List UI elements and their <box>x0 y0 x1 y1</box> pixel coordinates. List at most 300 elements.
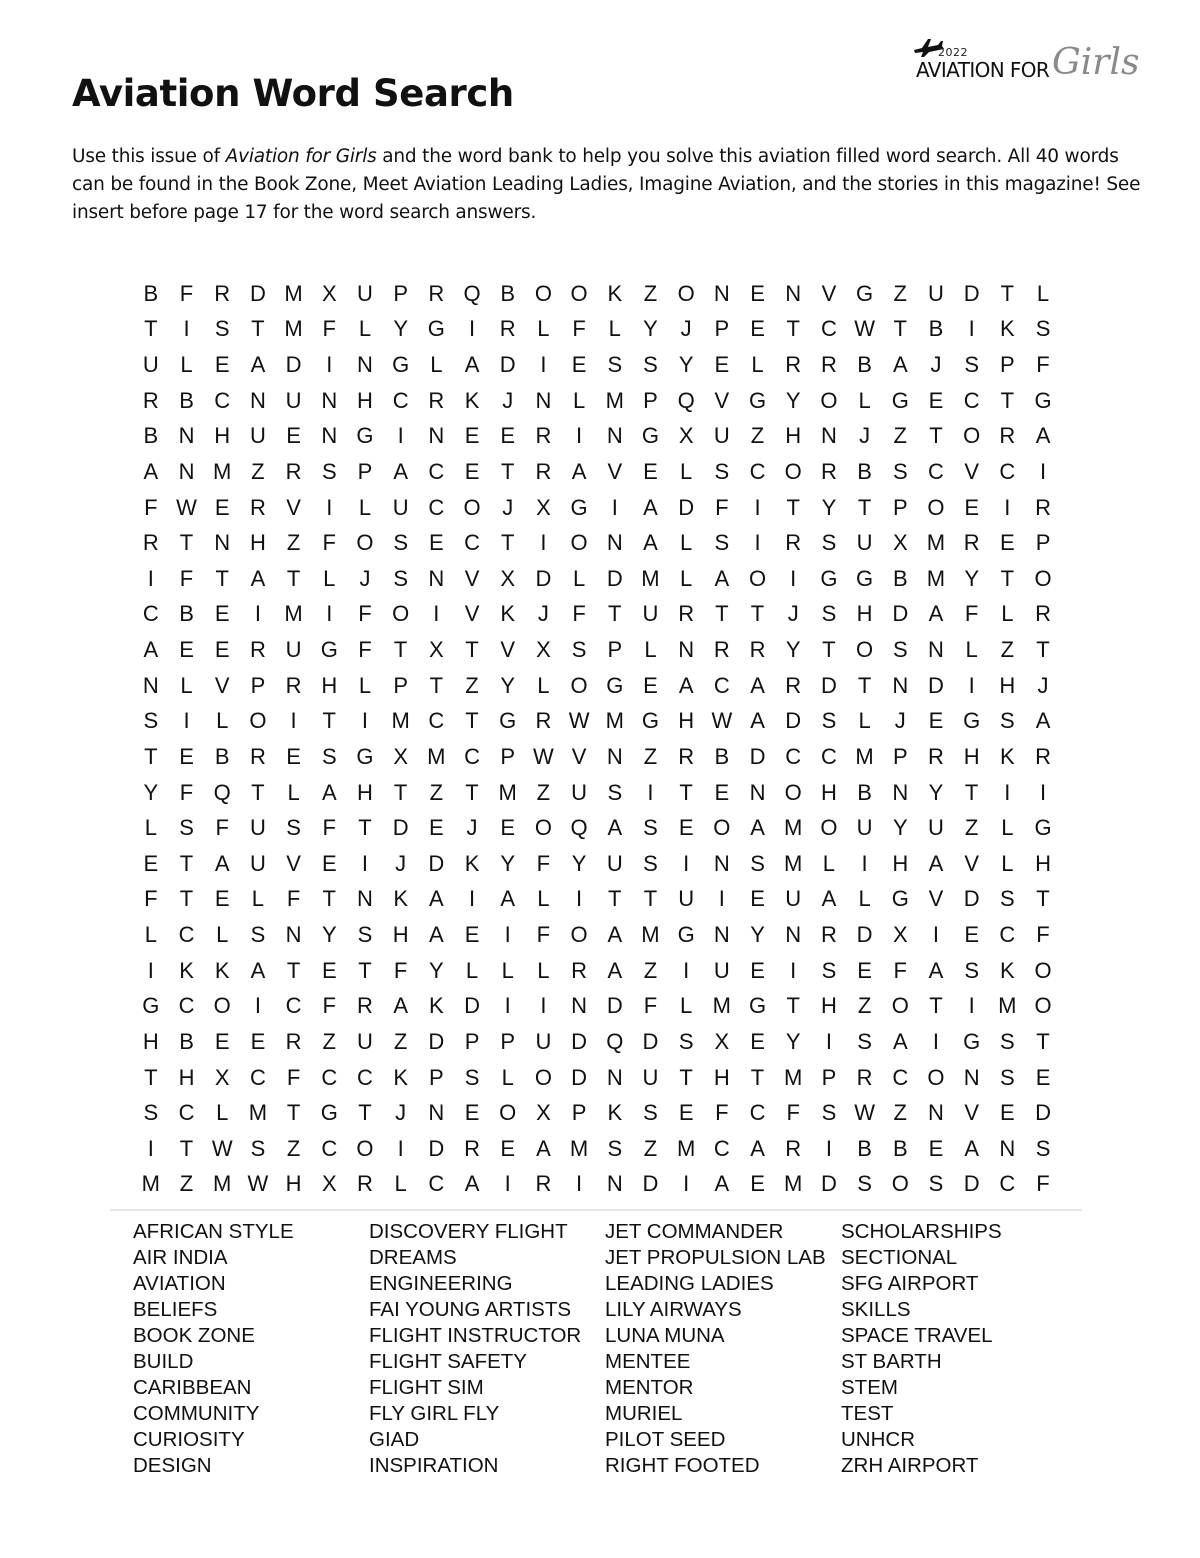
word-bank-item: DISCOVERY FLIGHT <box>369 1220 568 1243</box>
grid-letter: B <box>143 423 159 449</box>
grid-letter: A <box>928 601 944 627</box>
grid-letter: E <box>714 779 730 805</box>
grid-letter: L <box>144 815 157 841</box>
grid-letter: R <box>535 423 552 449</box>
grid-letter: I <box>468 886 476 912</box>
grid-letter: V <box>286 494 301 520</box>
grid-letter: T <box>358 957 372 983</box>
word-bank-item: DREAMS <box>369 1246 457 1269</box>
grid-letter: I <box>576 423 583 449</box>
grid-letter: C <box>178 1100 195 1126</box>
grid-letter: Y <box>964 565 979 591</box>
grid-letter: O <box>570 530 588 556</box>
grid-letter: L <box>572 387 586 413</box>
grid-letter: F <box>715 494 729 520</box>
grid-letter: C <box>392 387 409 413</box>
grid-letter: S <box>571 637 587 663</box>
grid-letter: J <box>502 387 514 413</box>
grid-letter: Z <box>536 779 551 805</box>
grid-letter: U <box>357 1028 373 1054</box>
grid-letter: N <box>713 922 730 948</box>
grid-letter: E <box>143 850 159 876</box>
grid-letter: W <box>854 316 875 342</box>
grid-letter: R <box>785 672 802 698</box>
grid-letter: F <box>1036 922 1050 948</box>
grid-letter: K <box>393 886 408 912</box>
grid-letter: E <box>750 957 765 983</box>
grid-letter: D <box>963 1171 980 1197</box>
grid-letter: S <box>214 316 230 342</box>
grid-letter: E <box>500 423 516 449</box>
grid-letter: W <box>568 708 590 734</box>
grid-letter: C <box>428 708 445 734</box>
grid-letter: I <box>254 601 261 627</box>
grid-letter: S <box>143 1100 159 1126</box>
grid-letter: P <box>393 280 408 306</box>
grid-letter: E <box>214 601 230 627</box>
grid-letter: T <box>144 743 158 769</box>
grid-letter: E <box>500 815 516 841</box>
grid-letter: M <box>248 1100 268 1126</box>
grid-letter: T <box>179 1135 194 1161</box>
grid-letter: N <box>571 993 588 1019</box>
grid-letter: I <box>683 850 690 876</box>
grid-letter: M <box>569 1135 589 1161</box>
grid-letter: F <box>572 316 586 342</box>
grid-letter: A <box>250 352 266 378</box>
grid-letter: A <box>429 886 444 912</box>
grid-letter: T <box>286 565 301 591</box>
grid-letter: P <box>464 1028 480 1054</box>
grid-letter: N <box>892 672 909 698</box>
grid-letter: O <box>820 815 838 841</box>
grid-letter: B <box>143 280 159 306</box>
grid-letter: Z <box>465 672 479 698</box>
grid-letter: R <box>535 458 552 484</box>
grid-letter: C <box>249 1064 266 1090</box>
grid-letter: L <box>394 1171 407 1197</box>
grid-letter: L <box>358 672 372 698</box>
grid-letter: B <box>500 280 516 306</box>
grid-letter: F <box>322 316 336 342</box>
grid-letter: T <box>179 850 194 876</box>
grid-letter: G <box>570 494 588 520</box>
grid-letter: L <box>501 1064 514 1090</box>
grid-letter: I <box>647 779 654 805</box>
grid-letter: N <box>606 530 623 556</box>
grid-letter: D <box>499 352 516 378</box>
grid-letter: I <box>968 672 975 698</box>
grid-letter: T <box>1036 886 1050 912</box>
grid-letter: V <box>964 1100 979 1126</box>
grid-letter: E <box>1000 1100 1015 1126</box>
grid-letter: E <box>643 458 658 484</box>
grid-letter: B <box>857 1135 872 1161</box>
grid-letter: E <box>750 316 765 342</box>
grid-letter: E <box>464 1100 480 1126</box>
grid-letter: F <box>144 886 158 912</box>
grid-letter: M <box>641 922 660 948</box>
grid-letter: M <box>213 458 232 484</box>
grid-letter: M <box>427 743 446 769</box>
grid-letter: V <box>964 458 979 484</box>
grid-letter: E <box>928 708 944 734</box>
grid-letter: C <box>428 1171 445 1197</box>
grid-letter: T <box>322 708 336 734</box>
grid-letter: Y <box>785 1028 801 1054</box>
grid-letter: T <box>929 993 943 1019</box>
grid-letter: O <box>249 708 267 734</box>
grid-letter: T <box>1036 637 1050 663</box>
grid-letter: F <box>358 601 372 627</box>
grid-letter: S <box>821 708 837 734</box>
grid-letter: L <box>465 957 479 983</box>
grid-letter: X <box>892 922 908 948</box>
grid-letter: M <box>784 1171 803 1197</box>
grid-letter: S <box>250 1135 266 1161</box>
grid-letter: L <box>644 637 657 663</box>
grid-letter: X <box>714 1028 730 1054</box>
grid-letter: I <box>1004 494 1011 520</box>
grid-letter: F <box>1036 1171 1050 1197</box>
grid-letter: L <box>216 922 229 948</box>
grid-letter: J <box>787 601 799 627</box>
grid-letter: E <box>1035 1064 1051 1090</box>
grid-letter: S <box>607 352 623 378</box>
grid-letter: L <box>537 957 550 983</box>
word-bank-item: DESIGN <box>133 1454 212 1477</box>
grid-letter: I <box>361 708 369 734</box>
grid-letter: D <box>820 1171 837 1197</box>
grid-letter: O <box>570 922 588 948</box>
grid-letter: L <box>858 708 871 734</box>
grid-letter: S <box>643 850 658 876</box>
grid-letter: T <box>500 530 515 556</box>
grid-letter: B <box>928 316 944 342</box>
word-bank-column-4 <box>841 1219 1002 1479</box>
grid-letter: T <box>251 316 265 342</box>
grid-letter: L <box>537 672 550 698</box>
word-bank-item: MURIEL <box>605 1402 683 1425</box>
grid-letter: R <box>249 494 266 520</box>
grid-letter: U <box>535 1028 552 1054</box>
grid-letter: W <box>247 1171 269 1197</box>
grid-letter: A <box>464 352 480 378</box>
grid-letter: U <box>606 850 623 876</box>
grid-letter: Z <box>964 815 979 841</box>
grid-letter: E <box>928 387 944 413</box>
grid-letter: D <box>571 1064 588 1090</box>
grid-letter: S <box>1035 1135 1051 1161</box>
grid-letter: N <box>999 1135 1016 1161</box>
grid-letter: N <box>357 886 373 912</box>
grid-letter: V <box>464 565 480 591</box>
grid-letter: E <box>214 352 230 378</box>
grid-letter: E <box>964 922 979 948</box>
grid-letter: Q <box>677 387 695 413</box>
grid-letter: E <box>464 423 480 449</box>
grid-letter: G <box>891 886 909 912</box>
word-bank-item: FLIGHT INSTRUCTOR <box>369 1324 582 1347</box>
grid-letter: F <box>358 637 372 663</box>
page-title: Aviation Word Search <box>72 72 514 115</box>
grid-letter: L <box>537 886 550 912</box>
grid-letter: A <box>750 815 765 841</box>
grid-letter: O <box>677 280 695 306</box>
grid-letter: Y <box>643 316 658 342</box>
grid-letter: A <box>821 886 837 912</box>
grid-letter: N <box>428 1100 445 1126</box>
grid-letter: E <box>1000 530 1015 556</box>
grid-letter: V <box>714 387 730 413</box>
grid-letter: C <box>428 494 445 520</box>
grid-letter: G <box>963 708 981 734</box>
grid-letter: S <box>892 637 908 663</box>
grid-letter: S <box>1000 1028 1015 1054</box>
grid-letter: N <box>928 637 944 663</box>
grid-letter: D <box>678 494 695 520</box>
grid-letter: N <box>606 423 623 449</box>
grid-letter: X <box>321 280 337 306</box>
grid-letter: N <box>749 779 766 805</box>
grid-letter: T <box>822 637 836 663</box>
grid-letter: G <box>641 708 660 734</box>
grid-letter: Z <box>251 458 265 484</box>
word-bank-item: COMMUNITY <box>133 1402 260 1425</box>
grid-letter: B <box>214 743 230 769</box>
word-bank-item: BELIEFS <box>133 1298 218 1321</box>
grid-letter: G <box>427 316 445 342</box>
grid-letter: U <box>285 387 302 413</box>
word-bank-item: FLY GIRL FLY <box>369 1402 500 1425</box>
grid-letter: N <box>142 672 159 698</box>
grid-letter: I <box>1039 458 1047 484</box>
grid-letter: C <box>820 743 837 769</box>
grid-letter: I <box>825 1135 832 1161</box>
grid-letter: C <box>713 672 730 698</box>
grid-letter: K <box>607 280 623 306</box>
grid-letter: M <box>784 850 803 876</box>
grid-letter: Z <box>643 957 658 983</box>
grid-letter: X <box>393 743 408 769</box>
grid-letter: L <box>287 779 300 805</box>
grid-letter: I <box>326 352 333 378</box>
grid-letter: C <box>178 922 195 948</box>
grid-letter: F <box>322 815 336 841</box>
grid-letter: L <box>251 886 265 912</box>
grid-letter: F <box>1036 352 1050 378</box>
grid-letter: O <box>891 1171 909 1197</box>
grid-letter: T <box>500 458 515 484</box>
grid-letter: K <box>500 601 516 627</box>
grid-letter: R <box>142 387 159 413</box>
grid-letter: O <box>213 993 231 1019</box>
grid-letter: X <box>536 637 551 663</box>
grid-letter: C <box>928 458 944 484</box>
grid-letter: N <box>214 530 231 556</box>
grid-letter: I <box>754 494 761 520</box>
grid-letter: G <box>392 352 410 378</box>
grid-letter: H <box>999 672 1016 698</box>
grid-letter: G <box>677 922 695 948</box>
grid-letter: Y <box>429 957 444 983</box>
grid-letter: N <box>321 387 338 413</box>
grid-letter: J <box>894 708 906 734</box>
word-bank-item: UNHCR <box>841 1428 916 1451</box>
intro-text-start: Use this issue of <box>72 146 226 167</box>
grid-letter: U <box>856 530 873 556</box>
grid-letter: U <box>928 815 944 841</box>
grid-letter: E <box>464 458 480 484</box>
grid-letter: R <box>1035 494 1051 520</box>
grid-letter: T <box>215 565 229 591</box>
grid-letter: L <box>216 708 229 734</box>
grid-letter: C <box>178 993 195 1019</box>
grid-letter: R <box>357 993 373 1019</box>
grid-letter: H <box>1035 850 1051 876</box>
grid-letter: A <box>964 1135 979 1161</box>
grid-letter: A <box>250 957 266 983</box>
grid-letter: T <box>608 601 622 627</box>
grid-letter: T <box>358 815 372 841</box>
grid-letter: N <box>357 352 373 378</box>
grid-letter: S <box>321 458 337 484</box>
word-bank-item: CURIOSITY <box>133 1428 245 1451</box>
word-bank-item: FLIGHT SAFETY <box>369 1350 527 1373</box>
grid-letter: E <box>429 530 444 556</box>
grid-letter: D <box>785 708 802 734</box>
grid-letter: A <box>214 850 230 876</box>
grid-letter: L <box>965 637 978 663</box>
grid-letter: M <box>641 565 660 591</box>
grid-letter: A <box>678 672 694 698</box>
grid-letter: Y <box>500 672 516 698</box>
grid-letter: J <box>395 1100 407 1126</box>
grid-letter: R <box>285 1028 302 1054</box>
grid-letter: T <box>1000 387 1015 413</box>
grid-letter: B <box>857 779 872 805</box>
grid-letter: M <box>498 779 517 805</box>
grid-letter: D <box>428 1028 445 1054</box>
grid-letter: R <box>678 601 695 627</box>
grid-letter: S <box>464 1064 480 1090</box>
grid-letter: L <box>430 352 443 378</box>
grid-letter: A <box>750 708 765 734</box>
grid-letter: F <box>179 565 194 591</box>
grid-letter: I <box>932 922 940 948</box>
grid-letter: B <box>892 565 908 591</box>
grid-letter: S <box>321 743 337 769</box>
grid-letter: P <box>429 1064 444 1090</box>
grid-letter: J <box>395 850 407 876</box>
grid-letter: O <box>713 815 731 841</box>
grid-letter: H <box>856 601 873 627</box>
grid-letter: U <box>856 815 873 841</box>
grid-letter: O <box>392 601 410 627</box>
logo-script: Girls <box>1052 42 1140 83</box>
grid-letter: S <box>714 530 730 556</box>
grid-letter: A <box>571 458 587 484</box>
grid-letter: D <box>428 850 445 876</box>
grid-letter: Z <box>643 1135 658 1161</box>
grid-letter: S <box>964 957 979 983</box>
grid-letter: I <box>290 708 297 734</box>
grid-letter: I <box>254 993 261 1019</box>
grid-letter: U <box>249 423 266 449</box>
grid-letter: T <box>1000 565 1015 591</box>
grid-letter: L <box>216 1100 229 1126</box>
grid-letter: R <box>928 743 944 769</box>
grid-letter: E <box>214 494 230 520</box>
grid-letter: S <box>1000 708 1015 734</box>
grid-letter: T <box>286 1100 301 1126</box>
grid-letter: M <box>605 708 624 734</box>
grid-letter: P <box>393 672 408 698</box>
grid-letter: E <box>179 637 194 663</box>
grid-letter: O <box>891 993 909 1019</box>
grid-letter: G <box>748 387 767 413</box>
grid-letter: I <box>576 1171 583 1197</box>
grid-letter: D <box>392 815 409 841</box>
grid-letter: E <box>928 1135 944 1161</box>
grid-letter: T <box>1000 280 1015 306</box>
grid-letter: F <box>179 280 194 306</box>
grid-letter: Z <box>893 280 907 306</box>
grid-letter: F <box>643 993 658 1019</box>
grid-letter: I <box>968 993 975 1019</box>
word-bank-item: LEADING LADIES <box>605 1272 774 1295</box>
grid-letter: S <box>928 1171 944 1197</box>
grid-letter: C <box>428 458 445 484</box>
word-search-grid <box>133 276 1061 1202</box>
grid-letter: O <box>570 672 588 698</box>
grid-letter: P <box>500 743 516 769</box>
grid-letter: I <box>147 565 154 591</box>
grid-letter: A <box>607 922 623 948</box>
grid-letter: O <box>1034 993 1052 1019</box>
grid-letter: H <box>785 423 802 449</box>
word-bank-item: SCHOLARSHIPS <box>841 1220 1002 1243</box>
grid-letter: I <box>932 1028 940 1054</box>
grid-letter: K <box>1000 316 1015 342</box>
grid-letter: N <box>892 779 909 805</box>
grid-letter: J <box>1037 672 1049 698</box>
grid-letter: B <box>892 1135 908 1161</box>
grid-letter: S <box>1000 1064 1015 1090</box>
grid-letter: B <box>179 1028 194 1054</box>
grid-letter: T <box>929 423 943 449</box>
grid-letter: N <box>178 458 195 484</box>
grid-letter: H <box>678 708 695 734</box>
grid-letter: Z <box>750 423 765 449</box>
grid-letter: U <box>249 815 266 841</box>
grid-letter: R <box>285 458 302 484</box>
grid-letter: L <box>822 850 836 876</box>
grid-letter: Z <box>286 1135 301 1161</box>
grid-letter: S <box>714 458 730 484</box>
grid-letter: D <box>749 743 766 769</box>
grid-letter: M <box>141 1171 160 1197</box>
grid-letter: P <box>643 387 658 413</box>
grid-letter: D <box>642 1028 659 1054</box>
word-bank-item: BUILD <box>133 1350 194 1373</box>
grid-letter: L <box>537 316 550 342</box>
grid-letter: L <box>1001 815 1014 841</box>
grid-letter: O <box>748 565 767 591</box>
grid-letter: T <box>857 494 872 520</box>
grid-letter: E <box>964 494 979 520</box>
grid-letter: S <box>821 601 837 627</box>
